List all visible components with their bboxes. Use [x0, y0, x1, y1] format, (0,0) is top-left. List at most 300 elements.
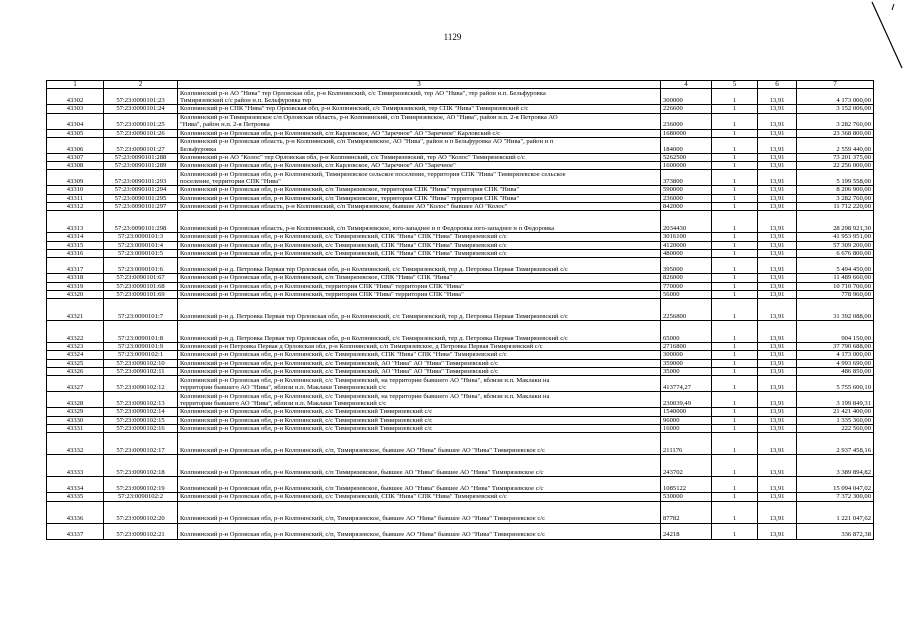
rate-cell: 13,91 — [758, 376, 797, 392]
cadastral-number-cell: 57:23:0090102:18 — [104, 455, 178, 477]
description-line: Колпнянский р-н Орловская обл, р-н Колпнянский, с/с Тимирязевский, СПК "Нива" СПК "Нива" Тимирязевский с/с — [180, 241, 507, 249]
plot-number-cell: 43321 — [47, 299, 104, 321]
shares-cell: 1 — [712, 113, 758, 129]
plot-number-cell: 43330 — [47, 416, 104, 424]
rate-cell: 13,91 — [758, 493, 797, 501]
table-row — [47, 170, 874, 186]
shares-cell: 1 — [712, 477, 758, 493]
area-cell: 65000 — [661, 321, 712, 343]
location-description-cell — [178, 321, 661, 343]
rate-cell: 13,91 — [758, 258, 797, 274]
cadastral-number-cell: 57:23:0090102:1 — [104, 351, 178, 359]
scan-artifact-line — [870, 0, 904, 70]
cadastral-number-cell: 57:23:0090101:5 — [104, 249, 178, 257]
description-line: Бельфуровка — [180, 145, 217, 153]
shares-cell: 1 — [712, 274, 758, 282]
table-row — [47, 351, 874, 359]
rate-cell: 13,91 — [758, 89, 797, 105]
area-cell: 1085122 — [661, 477, 712, 493]
location-description-cell — [178, 186, 661, 194]
location-description-cell — [178, 299, 661, 321]
column-header: 2 — [104, 81, 178, 89]
location-description-cell — [178, 89, 661, 105]
description-line: Колпнянский р-н Орловская обл, р-н Колпнянский, с/с Тимирязевский, АО "Нива" АО "Нива" Тимирязевский с/с — [180, 359, 499, 367]
area-cell: 96000 — [661, 416, 712, 424]
table-row — [47, 153, 874, 161]
shares-cell: 1 — [712, 203, 758, 211]
cadastral-number-cell: 57:23:0090102:13 — [104, 392, 178, 408]
area-cell: 300000 — [661, 351, 712, 359]
cadastral-value-cell: 8 206 900,00 — [797, 186, 874, 194]
rate-cell: 13,91 — [758, 249, 797, 257]
area-cell: 226600 — [661, 105, 712, 113]
area-cell: 24218 — [661, 523, 712, 539]
location-description-cell — [178, 343, 661, 351]
plot-number-cell: 43334 — [47, 477, 104, 493]
cadastral-number-cell: 57:23:0090101:6 — [104, 258, 178, 274]
table-row — [47, 343, 874, 351]
description-line: Колпнянский р-н Орловская обл, р-н Колпнянский, с/с Тимирязевский, СПК "Нива" СПК "Нива" Тимирязевский с/с — [180, 493, 507, 501]
area-cell: 35000 — [661, 368, 712, 376]
cadastral-number-cell: 57:23:0090101:68 — [104, 282, 178, 290]
table-row — [47, 105, 874, 113]
plot-number-cell: 43305 — [47, 129, 104, 137]
cadastral-value-cell: 4 993 690,00 — [797, 359, 874, 367]
area-cell: 530000 — [661, 493, 712, 501]
rate-cell: 13,91 — [758, 241, 797, 249]
cadastral-number-cell: 57:23:0090101:3 — [104, 233, 178, 241]
shares-cell: 1 — [712, 416, 758, 424]
shares-cell: 1 — [712, 368, 758, 376]
shares-cell: 1 — [712, 290, 758, 298]
cadastral-value-cell: 3 282 760,00 — [797, 194, 874, 202]
cadastral-number-cell: 57:23:0090101:8 — [104, 321, 178, 343]
table-row — [47, 211, 874, 233]
cadastral-value-cell: 11 712 220,00 — [797, 203, 874, 211]
location-description-cell — [178, 501, 661, 523]
shares-cell: 1 — [712, 194, 758, 202]
location-description-cell — [178, 170, 661, 186]
land-plot-register-table — [46, 80, 874, 540]
rate-cell: 13,91 — [758, 408, 797, 416]
shares-cell: 1 — [712, 433, 758, 455]
plot-number-cell: 43329 — [47, 408, 104, 416]
area-cell: 236000 — [661, 194, 712, 202]
table-row — [47, 113, 874, 129]
rate-cell: 13,91 — [758, 501, 797, 523]
description-line: Колпнянский р-н Орловская область, р-н Колпнянский, с/п Тимирязевское, бывшее АО "Колос" бывшее АО "Колос" — [180, 203, 508, 211]
description-line: Колпнянский р-н д. Петровка Первая тер Орловская обл, р-н Колпнянский, с/с Тимирязевский, тер д. Петровка Первая Тимирязевский с/с — [180, 265, 568, 273]
cadastral-value-cell: 28 298 921,30 — [797, 211, 874, 233]
plot-number-cell: 43312 — [47, 203, 104, 211]
table-row — [47, 376, 874, 392]
description-line: Колпнянский р-н Орловская обл, р-н Колпнянский, с/с Тимирязевский Тимирязевский с/с — [180, 416, 433, 424]
description-line: Колпнянский р-н Петровка Первая д Орловская обл, р-н Колпнянский, с/п Тимирязевское, д Петровка Первая Тимирязевский с/с — [180, 343, 543, 351]
cadastral-value-cell: 3 199 849,31 — [797, 392, 874, 408]
shares-cell: 1 — [712, 137, 758, 153]
description-line: Колпнянский р-н Орловская обл, р-н Колпнянский, с/с Тимирязевский, СПК "Нива" СПК "Нива" Тимирязевский с/с — [180, 249, 507, 257]
table-row — [47, 249, 874, 257]
location-description-cell — [178, 194, 661, 202]
table-row — [47, 162, 874, 170]
location-description-cell — [178, 376, 661, 392]
cadastral-value-cell: 5 199 558,00 — [797, 170, 874, 186]
cadastral-value-cell: 21 421 400,00 — [797, 408, 874, 416]
location-description-cell — [178, 424, 661, 432]
table-row — [47, 392, 874, 408]
table-row — [47, 89, 874, 105]
rate-cell: 13,91 — [758, 523, 797, 539]
table-row — [47, 258, 874, 274]
cadastral-number-cell: 57:23:0090102:14 — [104, 408, 178, 416]
cadastral-number-cell: 57:23:0090102:15 — [104, 416, 178, 424]
description-line: Колпнянский р-н Орловская обл, р-н Колпнянский, с/п, Тимирязевское, бывшее АО "Нива" бывшее АО "Нива" Тимирязевское с/с — [180, 446, 546, 454]
cadastral-value-cell: 37 790 688,00 — [797, 343, 874, 351]
cadastral-value-cell: 7 372 300,00 — [797, 493, 874, 501]
description-line: Колпнянский р-н Орловская обл, р-н Колпнянский, с/п Карловское, АО "Заречное" АО "Заречное" — [180, 162, 456, 170]
cadastral-number-cell: 57:23:0090102:20 — [104, 501, 178, 523]
cadastral-number-cell: 57:23:0090101:295 — [104, 194, 178, 202]
cadastral-value-cell: 486 850,00 — [797, 368, 874, 376]
cadastral-value-cell: 11 489 660,00 — [797, 274, 874, 282]
area-cell: 2716800 — [661, 343, 712, 351]
column-header: 6 — [758, 81, 797, 89]
cadastral-number-cell: 57:23:0090102:10 — [104, 359, 178, 367]
rate-cell: 13,91 — [758, 477, 797, 493]
plot-number-cell: 43304 — [47, 113, 104, 129]
cadastral-number-cell: 57:23:0090101:23 — [104, 89, 178, 105]
cadastral-number-cell: 57:23:0090102:16 — [104, 424, 178, 432]
rate-cell: 13,91 — [758, 282, 797, 290]
description-line: Колпнянский р-н Орловская обл, р-н Колпнянский, с/с Тимирязевский, АО "Нива" АО "Нива" Тимирязевский с/с — [180, 368, 499, 376]
plot-number-cell: 43310 — [47, 186, 104, 194]
table-row — [47, 523, 874, 539]
area-cell: 16000 — [661, 424, 712, 432]
plot-number-cell: 43302 — [47, 89, 104, 105]
description-line: Колпнянский р-н Орловская обл, р-н Колпнянский, с/п Тимирязевское, СПК "Нива" СПК "Нива" — [180, 274, 453, 282]
cadastral-number-cell: 57:23:0090101:4 — [104, 241, 178, 249]
plot-number-cell: 43336 — [47, 501, 104, 523]
description-line: Колпнянский р-н Орловская обл, р-н Колпнянский, с/с Тимирязевский Тимирязевский с/с — [180, 424, 433, 432]
location-description-cell — [178, 282, 661, 290]
cadastral-number-cell: 57:23:0090101:24 — [104, 105, 178, 113]
description-line: Тимирязевский с/с район н.п. Бельфуровка тер — [180, 97, 312, 104]
cadastral-value-cell: 22 256 000,00 — [797, 162, 874, 170]
plot-number-cell: 43324 — [47, 351, 104, 359]
shares-cell: 1 — [712, 282, 758, 290]
rate-cell: 13,91 — [758, 129, 797, 137]
shares-cell: 1 — [712, 351, 758, 359]
plot-number-cell: 43322 — [47, 321, 104, 343]
description-line: Колпнянский р-н Орловская обл, р-н Колпнянский, с/с Тимирязевский, СПК "Нива" СПК "Нива" Тимирязевский с/с — [180, 233, 507, 241]
cadastral-number-cell: 57:23:0090101:25 — [104, 113, 178, 129]
shares-cell: 1 — [712, 359, 758, 367]
cadastral-value-cell: 10 710 700,00 — [797, 282, 874, 290]
location-description-cell — [178, 105, 661, 113]
shares-cell: 1 — [712, 170, 758, 186]
cadastral-value-cell: 3 152 006,00 — [797, 105, 874, 113]
area-cell: 56000 — [661, 290, 712, 298]
plot-number-cell: 43337 — [47, 523, 104, 539]
cadastral-value-cell: 336 872,38 — [797, 523, 874, 539]
description-line: территории бывшего АО "Нива", вблизи н.п. Маклаки Тимирязевский с/с — [180, 400, 387, 408]
plot-number-cell: 43311 — [47, 194, 104, 202]
location-description-cell — [178, 258, 661, 274]
rate-cell: 13,91 — [758, 392, 797, 408]
description-line: Колпнянский р-н Орловская обл, р-н Колпнянский, с/с Тимирязевский, СПК "Нива" СПК "Нива" Тимирязевский с/с — [180, 351, 507, 359]
plot-number-cell: 43332 — [47, 433, 104, 455]
shares-cell: 1 — [712, 162, 758, 170]
location-description-cell — [178, 162, 661, 170]
shares-cell: 1 — [712, 129, 758, 137]
area-cell: 1540000 — [661, 408, 712, 416]
description-line: Колпнянский р-н Орловская область, р-н Колпнянский, с/п Тимирязевское, юго-западнее н п Федоровка юго-западнее н п Федоровка — [180, 225, 555, 233]
rate-cell: 13,91 — [758, 203, 797, 211]
rate-cell: 13,91 — [758, 162, 797, 170]
location-description-cell — [178, 477, 661, 493]
cadastral-value-cell: 778 960,00 — [797, 290, 874, 298]
description-line: Колпнянский р-н Орловская обл, р-н Колпнянский, с/п Тимирязевское, бывшее АО "Нива" бывшее АО "Нива" Тимирязевское с/с — [180, 468, 544, 476]
plot-number-cell: 43320 — [47, 290, 104, 298]
shares-cell: 1 — [712, 408, 758, 416]
area-cell: 770000 — [661, 282, 712, 290]
description-line: Колпнянский р-н д. Петровка Первая тер Орловская обл, р-н Колпнянский, с/с Тимирязевский, тер д. Петровка Первая Тимирязевский с/с — [180, 312, 568, 320]
column-header: 4 — [661, 81, 712, 89]
cadastral-value-cell: 41 953 951,00 — [797, 233, 874, 241]
table-row — [47, 129, 874, 137]
table-row — [47, 233, 874, 241]
plot-number-cell: 43308 — [47, 162, 104, 170]
table-row — [47, 186, 874, 194]
rate-cell: 13,91 — [758, 233, 797, 241]
plot-number-cell: 43315 — [47, 241, 104, 249]
location-description-cell — [178, 368, 661, 376]
cadastral-value-cell: 57 309 200,00 — [797, 241, 874, 249]
table-row — [47, 455, 874, 477]
shares-cell: 1 — [712, 258, 758, 274]
table-row — [47, 493, 874, 501]
description-line: Колпнянский р-н Орловская обл, р-н Колпнянский, Тимирязевское сельское поселение, территория СПК "Нива" Тимирязевское сельское — [180, 170, 566, 178]
location-description-cell — [178, 408, 661, 416]
shares-cell: 1 — [712, 493, 758, 501]
cadastral-number-cell: 57:23:0090102:17 — [104, 433, 178, 455]
cadastral-number-cell: 57:23:0090102:12 — [104, 376, 178, 392]
shares-cell: 1 — [712, 249, 758, 257]
rate-cell: 13,91 — [758, 368, 797, 376]
cadastral-value-cell: 4 173 000,00 — [797, 351, 874, 359]
rate-cell: 13,91 — [758, 137, 797, 153]
area-cell: 480000 — [661, 249, 712, 257]
table-row — [47, 290, 874, 298]
description-line: Колпнянский р-н Орловская обл, р-н Колпнянский, с/с Тимирязевский Тимирязевский с/с — [180, 408, 433, 416]
area-cell: 211176 — [661, 433, 712, 455]
description-line: Колпнянский р-н Орловская обл, р-н Колпнянский, с/п Тимирязевское, территория СПК "Нива" территория СПК "Нива" — [180, 194, 520, 202]
shares-cell: 1 — [712, 186, 758, 194]
rate-cell: 13,91 — [758, 424, 797, 432]
table-row — [47, 477, 874, 493]
location-description-cell — [178, 211, 661, 233]
shares-cell: 1 — [712, 343, 758, 351]
cadastral-number-cell: 57:23:0090102:2 — [104, 493, 178, 501]
cadastral-value-cell: 31 392 088,00 — [797, 299, 874, 321]
table-row — [47, 433, 874, 455]
plot-number-cell: 43306 — [47, 137, 104, 153]
location-description-cell — [178, 113, 661, 129]
shares-cell: 1 — [712, 523, 758, 539]
location-description-cell — [178, 433, 661, 455]
table-row — [47, 241, 874, 249]
area-cell: 87782 — [661, 501, 712, 523]
cadastral-number-cell: 57:23:0090102:11 — [104, 368, 178, 376]
location-description-cell — [178, 455, 661, 477]
area-cell: 2034430 — [661, 211, 712, 233]
plot-number-cell: 43327 — [47, 376, 104, 392]
description-line: поселение, территория СПК "Нива" — [180, 178, 281, 186]
table-row — [47, 137, 874, 153]
plot-number-cell: 43318 — [47, 274, 104, 282]
table-row — [47, 274, 874, 282]
cadastral-value-cell: 4 173 000,00 — [797, 89, 874, 105]
table-row — [47, 501, 874, 523]
area-cell: 5262500 — [661, 153, 712, 161]
cadastral-value-cell: 5 494 450,00 — [797, 258, 874, 274]
rate-cell: 13,91 — [758, 290, 797, 298]
area-cell: 590000 — [661, 186, 712, 194]
area-cell: 413774,27 — [661, 376, 712, 392]
area-cell: 2256800 — [661, 299, 712, 321]
cadastral-number-cell: 57:23:0090101:293 — [104, 170, 178, 186]
plot-number-cell: 43325 — [47, 359, 104, 367]
table-header-row — [47, 81, 874, 89]
shares-cell: 1 — [712, 241, 758, 249]
shares-cell: 1 — [712, 89, 758, 105]
table-row — [47, 424, 874, 432]
plot-number-cell: 43317 — [47, 258, 104, 274]
description-line: Колпнянский р-н Орловская обл, р-н Колпнянский, территория СПК "Нива" территория СПК "Нива" — [180, 290, 464, 298]
rate-cell: 13,91 — [758, 321, 797, 343]
rate-cell: 13,91 — [758, 211, 797, 233]
cadastral-number-cell: 57:23:0090101:288 — [104, 153, 178, 161]
rate-cell: 13,91 — [758, 416, 797, 424]
cadastral-value-cell: 15 094 047,02 — [797, 477, 874, 493]
cadastral-number-cell: 57:23:0090101:27 — [104, 137, 178, 153]
description-line: Колпнянский р-н Орловская область, р-н Колпнянский, с/п Тимирязевское, АО "Нива", район н п Бельфуровка АО "Нива", район н п — [180, 138, 554, 146]
location-description-cell — [178, 233, 661, 241]
description-line: "Нива", район н.п. 2-я Петровка — [180, 121, 270, 129]
cadastral-number-cell: 57:23:0090101:26 — [104, 129, 178, 137]
description-line: Колпнянский р-н Орловская обл, р-н Колпнянский, с/п, Тимирязевское, бывшее АО "Нива" бывшее АО "Нива" Тимирязевское с/с — [180, 531, 546, 539]
cadastral-value-cell: 3 282 760,00 — [797, 113, 874, 129]
rate-cell: 13,91 — [758, 105, 797, 113]
area-cell: 373800 — [661, 170, 712, 186]
location-description-cell — [178, 249, 661, 257]
cadastral-number-cell: 57:23:0090101:298 — [104, 211, 178, 233]
cadastral-value-cell: 904 150,00 — [797, 321, 874, 343]
rate-cell: 13,91 — [758, 170, 797, 186]
table-row — [47, 203, 874, 211]
area-cell: 842000 — [661, 203, 712, 211]
description-line: Колпнянский р-н АО "Нива" тер Орловская обл, р-н Колпнянский, с/с Тимирязевский, тер АО "Нива", тер район н.п. Бельфуровка — [180, 89, 546, 97]
area-cell: 184000 — [661, 137, 712, 153]
cadastral-value-cell: 6 676 800,00 — [797, 249, 874, 257]
shares-cell: 1 — [712, 424, 758, 432]
cadastral-value-cell: 73 201 375,00 — [797, 153, 874, 161]
cadastral-value-cell: 5 755 600,10 — [797, 376, 874, 392]
plot-number-cell: 43309 — [47, 170, 104, 186]
area-cell: 236000 — [661, 113, 712, 129]
shares-cell: 1 — [712, 376, 758, 392]
cadastral-number-cell: 57:23:0090101:297 — [104, 203, 178, 211]
shares-cell: 1 — [712, 321, 758, 343]
shares-cell: 1 — [712, 455, 758, 477]
column-header: 3 — [178, 81, 661, 89]
plot-number-cell: 43316 — [47, 249, 104, 257]
location-description-cell — [178, 203, 661, 211]
shares-cell: 1 — [712, 392, 758, 408]
shares-cell: 1 — [712, 153, 758, 161]
area-cell: 826000 — [661, 274, 712, 282]
rate-cell: 13,91 — [758, 274, 797, 282]
column-header: 7 — [797, 81, 874, 89]
column-header: 5 — [712, 81, 758, 89]
cadastral-value-cell: 3 389 894,82 — [797, 455, 874, 477]
area-cell: 243702 — [661, 455, 712, 477]
plot-number-cell: 43335 — [47, 493, 104, 501]
description-line: Колпнянский р-н Тимирязевское с/п Орловская область, р-н Колпнянский, с/п Тимирязевское, АО "Нива", район н.п. 2-я Петровка АО — [180, 114, 558, 121]
location-description-cell — [178, 241, 661, 249]
rate-cell: 13,91 — [758, 186, 797, 194]
description-line: Колпнянский р-н Орловская обл, р-н Колпнянский, с/п, Тимирязевское, бывшее АО "Нива" бывшее АО "Нива" Тимирязевское с/с — [180, 515, 546, 523]
table-row — [47, 282, 874, 290]
page-number: 1129 — [443, 32, 462, 42]
plot-number-cell: 43307 — [47, 153, 104, 161]
description-line: территории бывшего АО "Нива", вблизи н.п. Маклаки Тимирязевский с/с — [180, 384, 387, 392]
rate-cell: 13,91 — [758, 351, 797, 359]
table-row — [47, 416, 874, 424]
cadastral-number-cell: 57:23:0090101:289 — [104, 162, 178, 170]
area-cell: 359000 — [661, 359, 712, 367]
area-cell: 1680000 — [661, 129, 712, 137]
rate-cell: 13,91 — [758, 153, 797, 161]
table-row — [47, 321, 874, 343]
cadastral-number-cell: 57:23:0090101:9 — [104, 343, 178, 351]
cadastral-value-cell: 2 559 440,00 — [797, 137, 874, 153]
area-cell: 230039,49 — [661, 392, 712, 408]
cadastral-number-cell: 57:23:0090101:69 — [104, 290, 178, 298]
table-row — [47, 299, 874, 321]
shares-cell: 1 — [712, 299, 758, 321]
plot-number-cell: 43326 — [47, 368, 104, 376]
location-description-cell — [178, 137, 661, 153]
shares-cell: 1 — [712, 105, 758, 113]
rate-cell: 13,91 — [758, 299, 797, 321]
rate-cell: 13,91 — [758, 359, 797, 367]
location-description-cell — [178, 392, 661, 408]
plot-number-cell: 43323 — [47, 343, 104, 351]
cadastral-value-cell: 1 221 047,62 — [797, 501, 874, 523]
table-row — [47, 408, 874, 416]
location-description-cell — [178, 274, 661, 282]
description-line: Колпнянский р-н Орловская обл, р-н Колпнянский, территория СПК "Нива" территория СПК "Нива" — [180, 282, 464, 290]
cadastral-value-cell: 23 368 800,00 — [797, 129, 874, 137]
table-row — [47, 368, 874, 376]
column-header: 1 — [47, 81, 104, 89]
plot-number-cell: 43303 — [47, 105, 104, 113]
rate-cell: 13,91 — [758, 455, 797, 477]
table-row — [47, 359, 874, 367]
shares-cell: 1 — [712, 211, 758, 233]
cadastral-number-cell: 57:23:0090101:67 — [104, 274, 178, 282]
